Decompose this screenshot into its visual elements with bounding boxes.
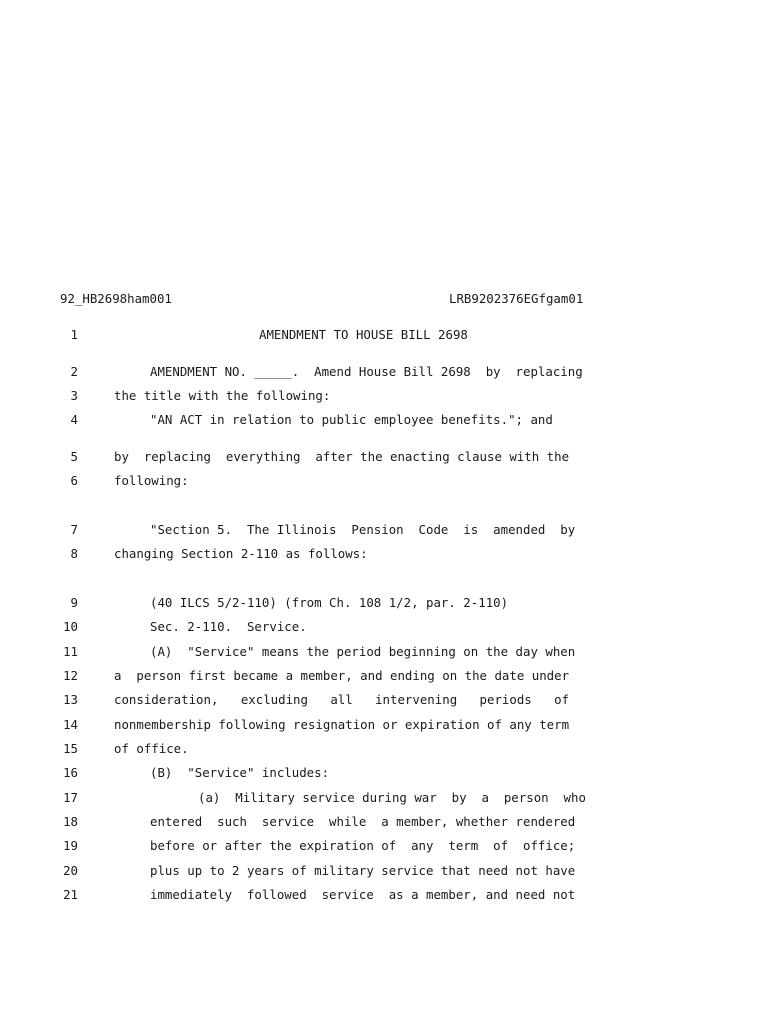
line-11 <box>0 644 770 662</box>
line-text: a person first became a member, and ending on the date under <box>114 668 570 683</box>
line-text: (a) Military service during war by a person who <box>198 790 586 805</box>
line-number: 15 <box>63 741 78 756</box>
line-text: immediately followed service as a member, and need not <box>150 887 576 902</box>
line-number: 6 <box>70 473 78 488</box>
line-5 <box>0 449 770 467</box>
line-number: 1 <box>70 327 78 342</box>
line-number: 14 <box>63 717 78 732</box>
line-text: following: <box>114 473 189 488</box>
line-text: (40 ILCS 5/2-110) (from Ch. 108 1/2, par. 2-110) <box>150 595 509 610</box>
line-14 <box>0 717 770 735</box>
line-text: "AN ACT in relation to public employee benefits."; and <box>150 412 553 427</box>
line-text: entered such service while a member, whether rendered <box>150 814 576 829</box>
line-8 <box>0 546 770 564</box>
line-number: 3 <box>70 388 78 403</box>
line-number: 16 <box>63 765 78 780</box>
line-number: 20 <box>63 863 78 878</box>
line-number: 4 <box>70 412 78 427</box>
line-text: of office. <box>114 741 189 756</box>
line-number: 21 <box>63 887 78 902</box>
line-17 <box>0 790 770 808</box>
line-19 <box>0 838 770 856</box>
line-text: consideration, excluding all intervening periods of <box>114 692 570 707</box>
line-text: nonmembership following resignation or expiration of any term <box>114 717 570 732</box>
line-15 <box>0 741 770 759</box>
line-number: 8 <box>70 546 78 561</box>
line-18 <box>0 814 770 832</box>
line-4 <box>0 412 770 430</box>
line-number: 18 <box>63 814 78 829</box>
line-text: "Section 5. The Illinois Pension Code is amended by <box>150 522 576 537</box>
line-number: 10 <box>63 619 78 634</box>
line-text: by replacing everything after the enacting clause with the <box>114 449 570 464</box>
line-text: (A) "Service" means the period beginning on the day when <box>150 644 576 659</box>
line-text: before or after the expiration of any term of office; <box>150 838 576 853</box>
line-number: 7 <box>70 522 78 537</box>
line-text: AMENDMENT NO. _____. Amend House Bill 2698 by replacing <box>150 364 583 379</box>
line-number: 11 <box>63 644 78 659</box>
line-13 <box>0 692 770 710</box>
line-21 <box>0 887 770 905</box>
line-1 <box>0 327 770 345</box>
line-text: plus up to 2 years of military service that need not have <box>150 863 576 878</box>
line-number: 2 <box>70 364 78 379</box>
line-16 <box>0 765 770 783</box>
line-text: (B) "Service" includes: <box>150 765 330 780</box>
line-3 <box>0 388 770 406</box>
line-20 <box>0 863 770 881</box>
line-7 <box>0 522 770 540</box>
line-number: 5 <box>70 449 78 464</box>
line-6 <box>0 473 770 491</box>
line-text: changing Section 2-110 as follows: <box>114 546 368 561</box>
line-text: Sec. 2-110. Service. <box>150 619 307 634</box>
line-number: 17 <box>63 790 78 805</box>
line-9 <box>0 595 770 613</box>
document-id-left: 92_HB2698ham001 <box>60 291 172 306</box>
line-text: the title with the following: <box>114 388 331 403</box>
bill-heading: AMENDMENT TO HOUSE BILL 2698 <box>259 327 468 342</box>
line-number: 12 <box>63 668 78 683</box>
line-12 <box>0 668 770 686</box>
line-2 <box>0 364 770 382</box>
line-10 <box>0 619 770 637</box>
line-number: 13 <box>63 692 78 707</box>
line-number: 19 <box>63 838 78 853</box>
line-number: 9 <box>70 595 78 610</box>
document-id-right: LRB9202376EGfgam01 <box>449 291 584 306</box>
